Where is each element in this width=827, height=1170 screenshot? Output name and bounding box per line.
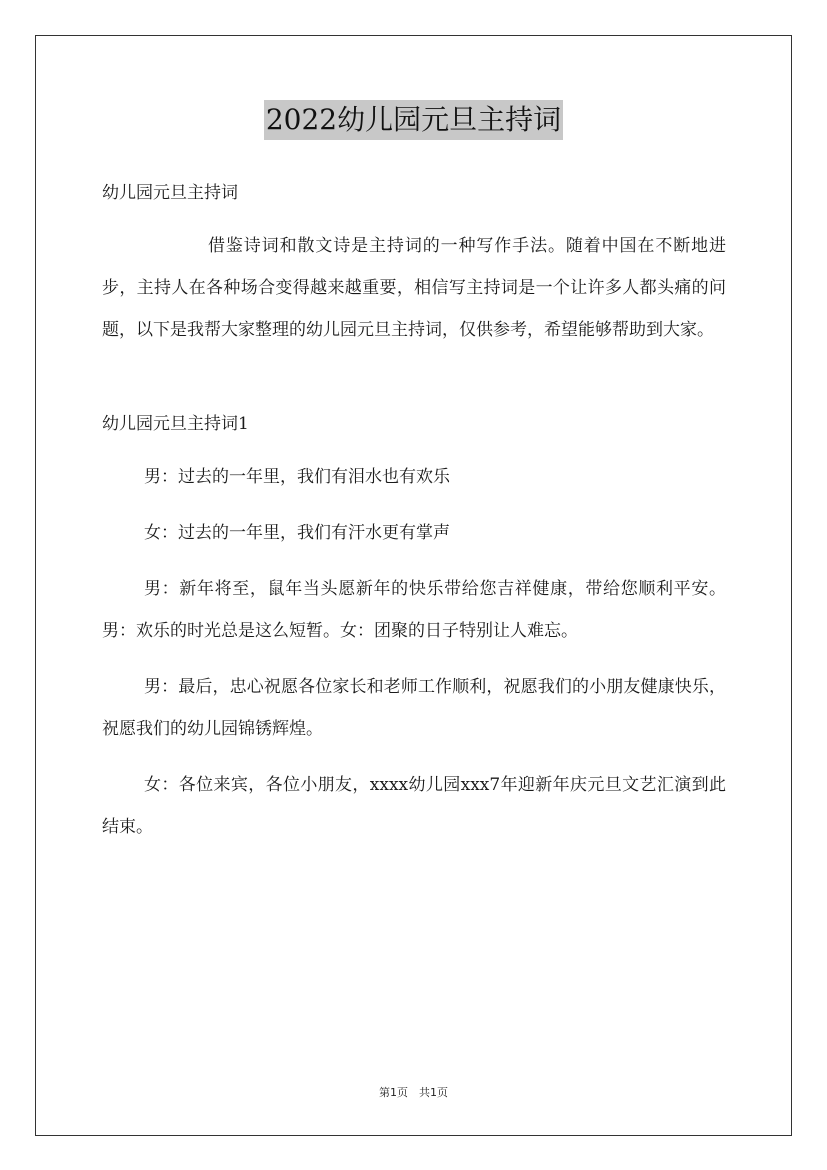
page-footer: [0, 1084, 827, 1100]
intro-paragraph: 借鉴诗词和散文诗是主持词的一种写作手法。随着中国在不断地进步，主持人在各种场合变得越来越重要，相信写主持词是一个让许多人都头痛的问题，以下是我帮大家整理的幼儿园元旦主持词，仅供参考，希望能够帮助到大家。: [102, 236, 726, 340]
dialog-line: 男：过去的一年里，我们有泪水也有欢乐: [144, 467, 450, 487]
document-body: [102, 172, 726, 862]
document-heading: 幼儿园元旦主持词: [102, 183, 238, 203]
dialog-line: 女：过去的一年里，我们有汗水更有掌声: [144, 523, 450, 543]
document-title: 2022幼儿园元旦主持词: [264, 100, 563, 140]
dialog-line: 男：新年将至，鼠年当头愿新年的快乐带给您吉祥健康，带给您顺利平安。男：欢乐的时光总是这么短暂。女：团聚的日子特别让人难忘。: [102, 579, 726, 641]
section-heading: 幼儿园元旦主持词1: [102, 414, 249, 434]
section-spacer: [102, 351, 726, 403]
page-number: 第1页 共1页: [379, 1086, 448, 1099]
dialog-line: 男：最后，忠心祝愿各位家长和老师工作顺利，祝愿我们的小朋友健康快乐，祝愿我们的幼儿园锦锈辉煌。: [102, 677, 726, 739]
dialog-line: 女：各位来宾，各位小朋友，xxxx幼儿园xxx7年迎新年庆元旦文艺汇演到此结束。: [102, 775, 726, 837]
title-container: [0, 100, 827, 140]
